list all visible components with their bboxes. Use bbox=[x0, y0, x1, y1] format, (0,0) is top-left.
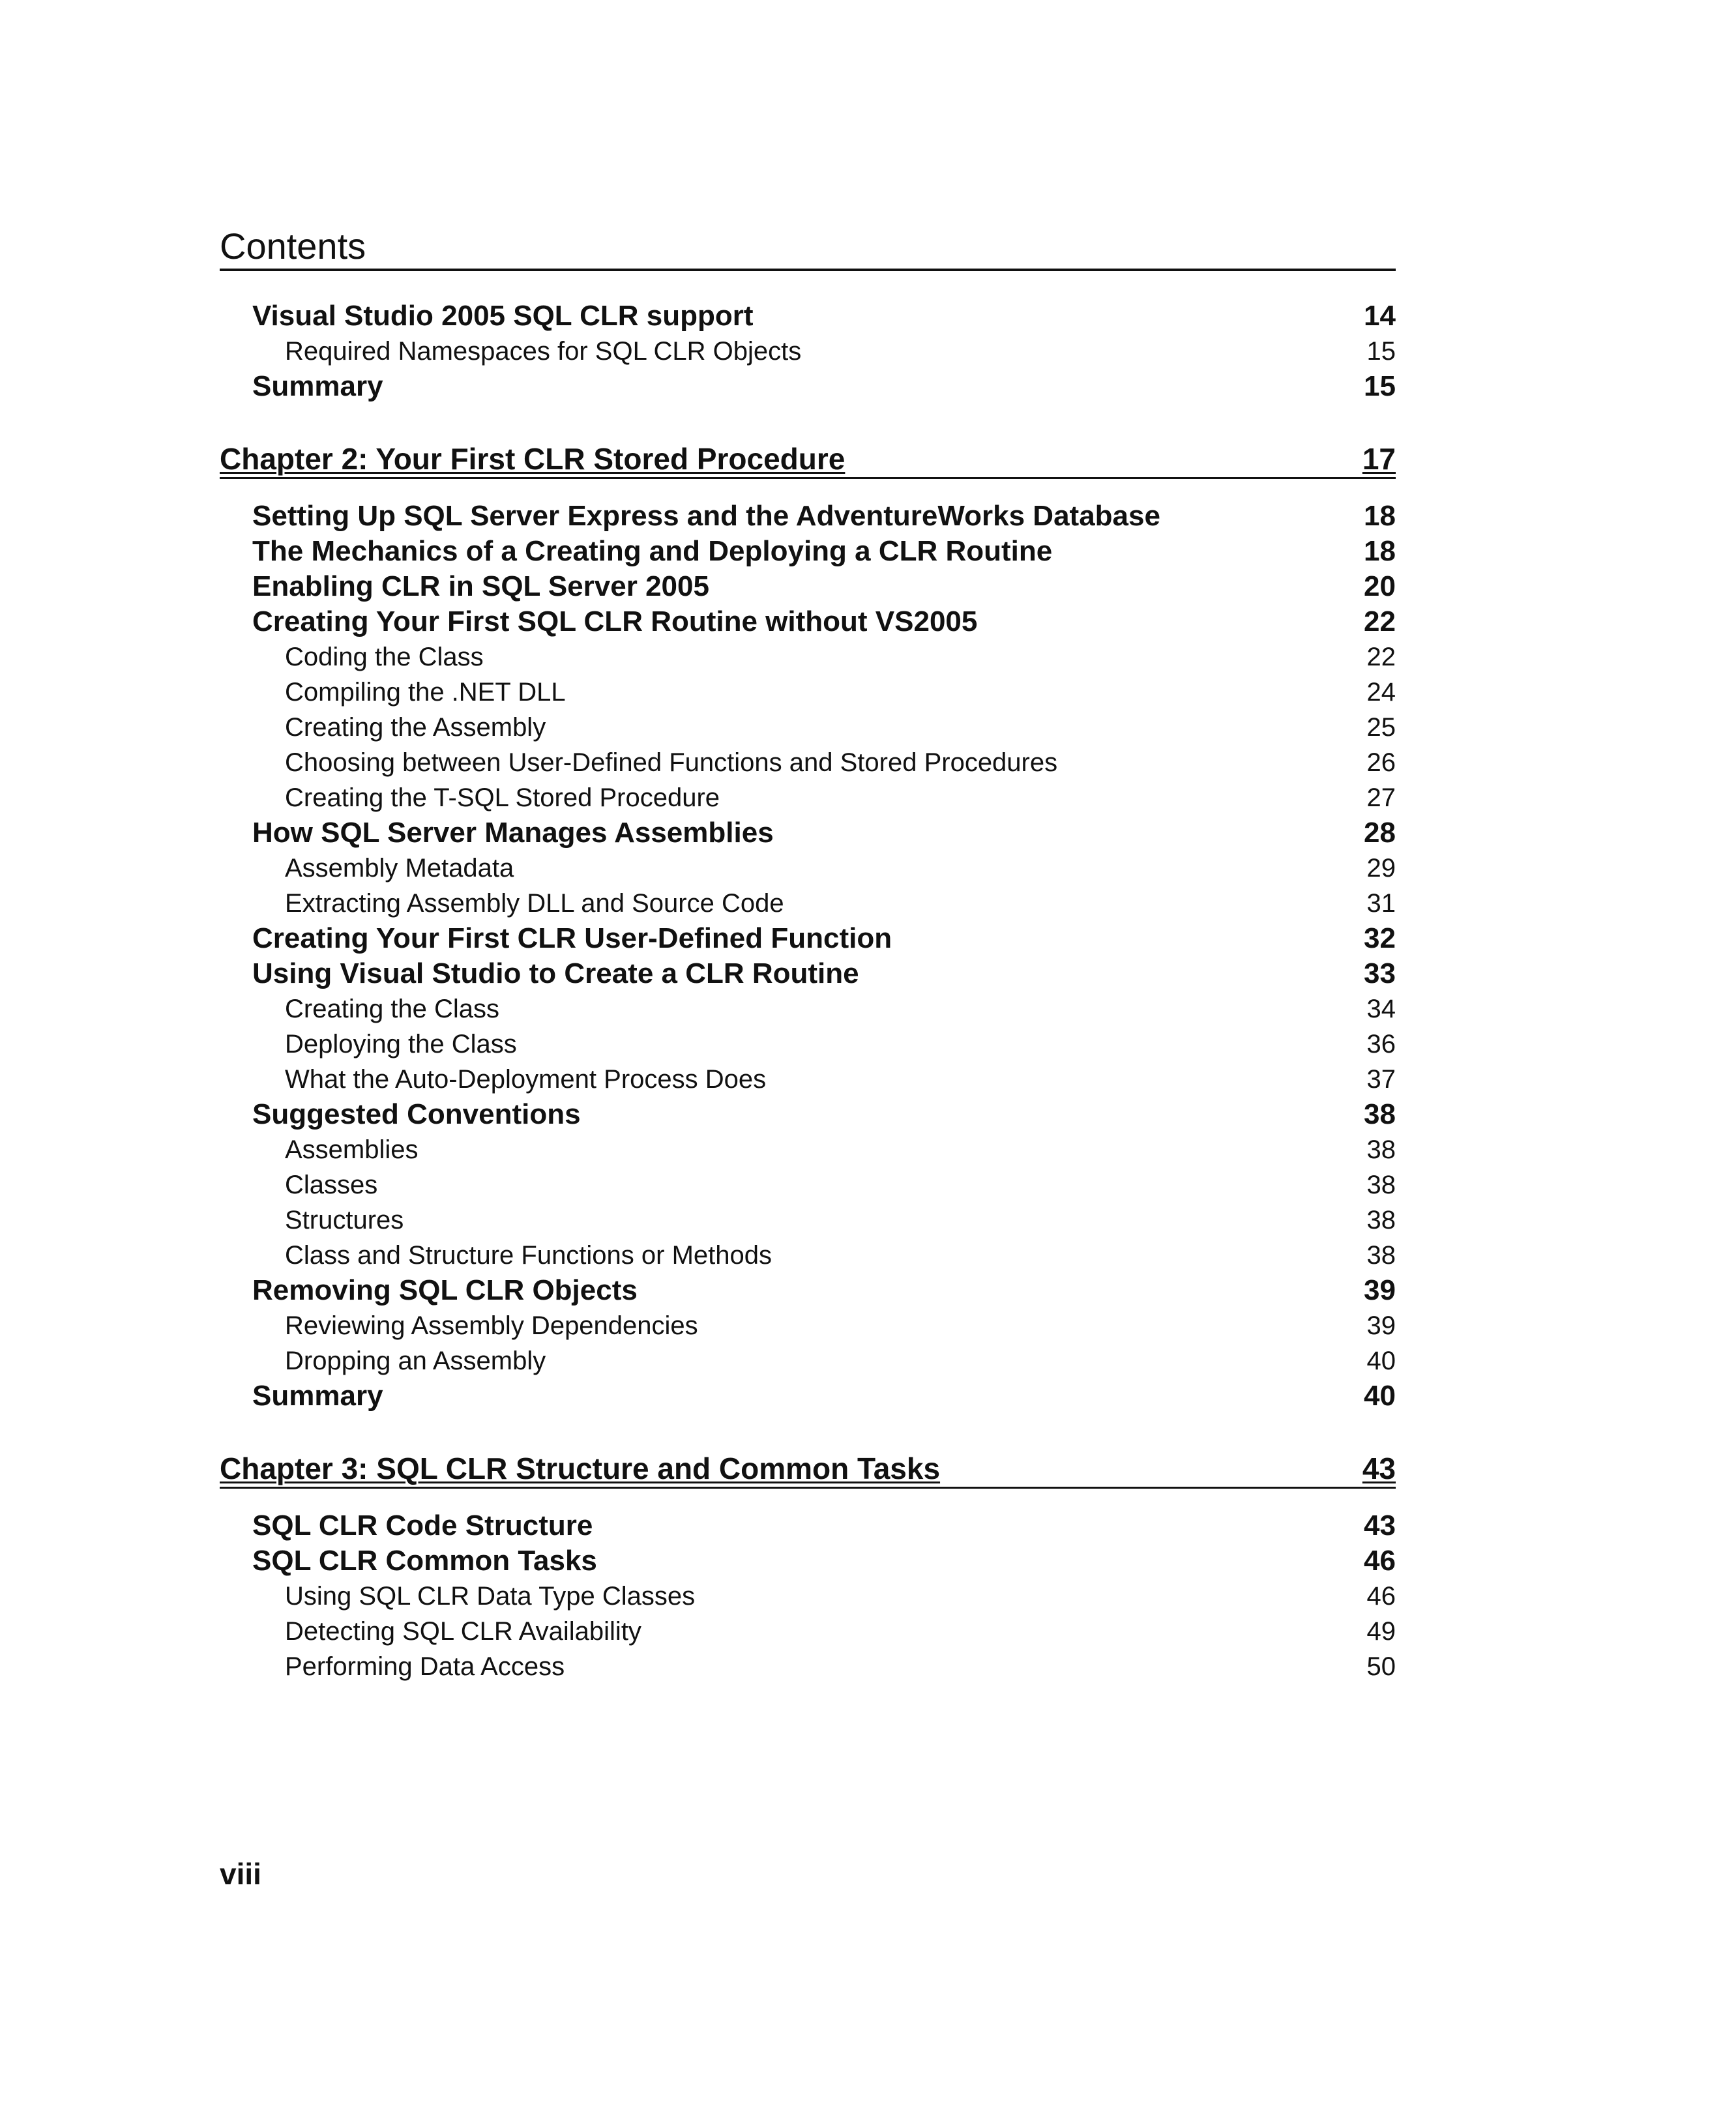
toc-subsection-entry[interactable] bbox=[220, 1308, 1396, 1343]
spacer bbox=[220, 1414, 1396, 1450]
toc-entry-page: 29 bbox=[1366, 854, 1396, 883]
toc-entry-page: 15 bbox=[1364, 370, 1396, 402]
toc-entry-page: 24 bbox=[1366, 678, 1396, 707]
toc-subsection-entry[interactable] bbox=[220, 1167, 1396, 1203]
toc-subsection-entry[interactable] bbox=[220, 1579, 1396, 1614]
toc-entry-label: Assembly Metadata bbox=[285, 854, 514, 883]
page-number: viii bbox=[220, 1857, 261, 1891]
toc-subsection-entry[interactable] bbox=[220, 639, 1396, 675]
toc-section-entry[interactable] bbox=[220, 534, 1396, 569]
toc-entry-label: Deploying the Class bbox=[285, 1030, 517, 1058]
toc-entry-page: 38 bbox=[1366, 1135, 1396, 1164]
toc-subsection-entry[interactable] bbox=[220, 1062, 1396, 1097]
chapter-title: Chapter 2: Your First CLR Stored Procedure bbox=[220, 442, 846, 476]
toc-entry-label: Coding the Class bbox=[285, 643, 484, 671]
toc-entry-label: What the Auto-Deployment Process Does bbox=[285, 1065, 767, 1094]
toc-entry-page: 39 bbox=[1364, 1274, 1396, 1306]
toc-subsection-entry[interactable] bbox=[220, 710, 1396, 745]
toc-entry-page: 27 bbox=[1366, 783, 1396, 812]
toc-entry-page: 36 bbox=[1366, 1030, 1396, 1058]
toc-entry-page: 26 bbox=[1366, 748, 1396, 777]
toc-section-entry[interactable] bbox=[220, 956, 1396, 991]
toc-entry-page: 38 bbox=[1364, 1098, 1396, 1130]
toc-section-entry[interactable] bbox=[220, 569, 1396, 604]
toc-entry-label: SQL CLR Common Tasks bbox=[252, 1545, 597, 1577]
toc-subsection-entry[interactable] bbox=[220, 1203, 1396, 1238]
toc-section-entry[interactable] bbox=[220, 921, 1396, 956]
toc-subsection-entry[interactable] bbox=[220, 886, 1396, 921]
toc-entry-label: Assemblies bbox=[285, 1135, 419, 1164]
toc-entry-page: 31 bbox=[1366, 889, 1396, 918]
toc-entry-label: Summary bbox=[252, 1380, 383, 1412]
toc-entry-page: 22 bbox=[1364, 606, 1396, 637]
toc-section-entry[interactable] bbox=[220, 1097, 1396, 1132]
toc-entry-label: Using Visual Studio to Create a CLR Routine bbox=[252, 957, 859, 989]
toc-entry-label: Creating the Class bbox=[285, 995, 500, 1023]
toc-entry-label: Creating Your First SQL CLR Routine without VS2005 bbox=[252, 606, 978, 637]
toc-section-entry[interactable] bbox=[220, 604, 1396, 639]
chapter-3-heading[interactable] bbox=[220, 1450, 1396, 1489]
toc-entry-label: Suggested Conventions bbox=[252, 1098, 581, 1130]
toc-entry-page: 25 bbox=[1366, 713, 1396, 742]
toc-subsection-entry[interactable] bbox=[220, 991, 1396, 1027]
chapter-page: 17 bbox=[1362, 442, 1396, 476]
toc-entry-label: Removing SQL CLR Objects bbox=[252, 1274, 638, 1306]
toc-entry-page: 20 bbox=[1364, 570, 1396, 602]
toc-section-entry[interactable] bbox=[220, 499, 1396, 534]
toc-entry-page: 49 bbox=[1366, 1617, 1396, 1646]
toc-subsection-entry[interactable] bbox=[220, 1132, 1396, 1167]
toc-entry-page: 22 bbox=[1366, 643, 1396, 671]
table-of-contents bbox=[220, 299, 1396, 1684]
toc-entry-page: 15 bbox=[1366, 337, 1396, 366]
toc-section-entry[interactable] bbox=[220, 299, 1396, 334]
toc-entry-page: 14 bbox=[1364, 300, 1396, 332]
toc-entry-label: Creating the T-SQL Stored Procedure bbox=[285, 783, 720, 812]
toc-entry-label: Visual Studio 2005 SQL CLR support bbox=[252, 300, 754, 332]
toc-entry-page: 43 bbox=[1364, 1510, 1396, 1541]
toc-entry-label: Choosing between User-Defined Functions and Stored Procedures bbox=[285, 748, 1058, 777]
page-header bbox=[220, 215, 1396, 271]
toc-subsection-entry[interactable] bbox=[220, 1027, 1396, 1062]
toc-entry-label: Detecting SQL CLR Availability bbox=[285, 1617, 641, 1646]
toc-entry-page: 18 bbox=[1364, 535, 1396, 567]
toc-subsection-entry[interactable] bbox=[220, 745, 1396, 780]
toc-entry-page: 34 bbox=[1366, 995, 1396, 1023]
toc-entry-label: Classes bbox=[285, 1171, 378, 1199]
toc-subsection-entry[interactable] bbox=[220, 780, 1396, 815]
toc-entry-label: How SQL Server Manages Assemblies bbox=[252, 817, 774, 849]
toc-entry-page: 40 bbox=[1366, 1347, 1396, 1375]
toc-entry-page: 40 bbox=[1364, 1380, 1396, 1412]
toc-entry-label: Required Namespaces for SQL CLR Objects bbox=[285, 337, 802, 366]
toc-entry-page: 38 bbox=[1366, 1241, 1396, 1270]
toc-entry-label: Performing Data Access bbox=[285, 1652, 565, 1681]
chapter-title: Chapter 3: SQL CLR Structure and Common Tasks bbox=[220, 1452, 941, 1485]
toc-entry-label: Summary bbox=[252, 370, 383, 402]
toc-entry-label: Class and Structure Functions or Methods bbox=[285, 1241, 772, 1270]
toc-section-entry[interactable] bbox=[220, 1508, 1396, 1543]
toc-entry-page: 32 bbox=[1364, 922, 1396, 954]
toc-section-entry[interactable] bbox=[220, 1273, 1396, 1308]
toc-section-entry[interactable] bbox=[220, 369, 1396, 404]
toc-entry-page: 39 bbox=[1366, 1311, 1396, 1340]
toc-entry-page: 38 bbox=[1366, 1171, 1396, 1199]
toc-subsection-entry[interactable] bbox=[220, 675, 1396, 710]
spacer bbox=[220, 404, 1396, 441]
toc-entry-label: Structures bbox=[285, 1206, 404, 1234]
toc-subsection-entry[interactable] bbox=[220, 1238, 1396, 1273]
toc-subsection-entry[interactable] bbox=[220, 1649, 1396, 1684]
toc-entry-page: 28 bbox=[1364, 817, 1396, 849]
toc-subsection-entry[interactable] bbox=[220, 851, 1396, 886]
toc-entry-page: 38 bbox=[1366, 1206, 1396, 1234]
toc-entry-label: Dropping an Assembly bbox=[285, 1347, 546, 1375]
toc-entry-page: 33 bbox=[1364, 957, 1396, 989]
chapter-2-heading[interactable] bbox=[220, 441, 1396, 479]
toc-entry-page: 37 bbox=[1366, 1065, 1396, 1094]
toc-subsection-entry[interactable] bbox=[220, 1614, 1396, 1649]
toc-entry-page: 46 bbox=[1366, 1582, 1396, 1611]
toc-entry-page: 46 bbox=[1364, 1545, 1396, 1577]
toc-entry-label: SQL CLR Code Structure bbox=[252, 1510, 593, 1541]
toc-entry-label: Creating the Assembly bbox=[285, 713, 546, 742]
toc-entry-label: The Mechanics of a Creating and Deploying a CLR Routine bbox=[252, 535, 1053, 567]
chapter-page: 43 bbox=[1362, 1452, 1396, 1485]
toc-entry-page: 50 bbox=[1366, 1652, 1396, 1681]
toc-subsection-entry[interactable] bbox=[220, 334, 1396, 369]
toc-entry-label: Using SQL CLR Data Type Classes bbox=[285, 1582, 696, 1611]
toc-section-entry[interactable] bbox=[220, 1379, 1396, 1414]
toc-entry-label: Enabling CLR in SQL Server 2005 bbox=[252, 570, 709, 602]
toc-section-entry[interactable] bbox=[220, 815, 1396, 851]
toc-section-entry[interactable] bbox=[220, 1543, 1396, 1579]
toc-entry-page: 18 bbox=[1364, 500, 1396, 532]
toc-subsection-entry[interactable] bbox=[220, 1343, 1396, 1379]
toc-entry-label: Extracting Assembly DLL and Source Code bbox=[285, 889, 784, 918]
toc-entry-label: Compiling the .NET DLL bbox=[285, 678, 566, 707]
toc-entry-label: Creating Your First CLR User-Defined Function bbox=[252, 922, 892, 954]
toc-entry-label: Setting Up SQL Server Express and the AdventureWorks Database bbox=[252, 500, 1160, 532]
toc-entry-label: Reviewing Assembly Dependencies bbox=[285, 1311, 698, 1340]
page-title: Contents bbox=[220, 226, 366, 267]
